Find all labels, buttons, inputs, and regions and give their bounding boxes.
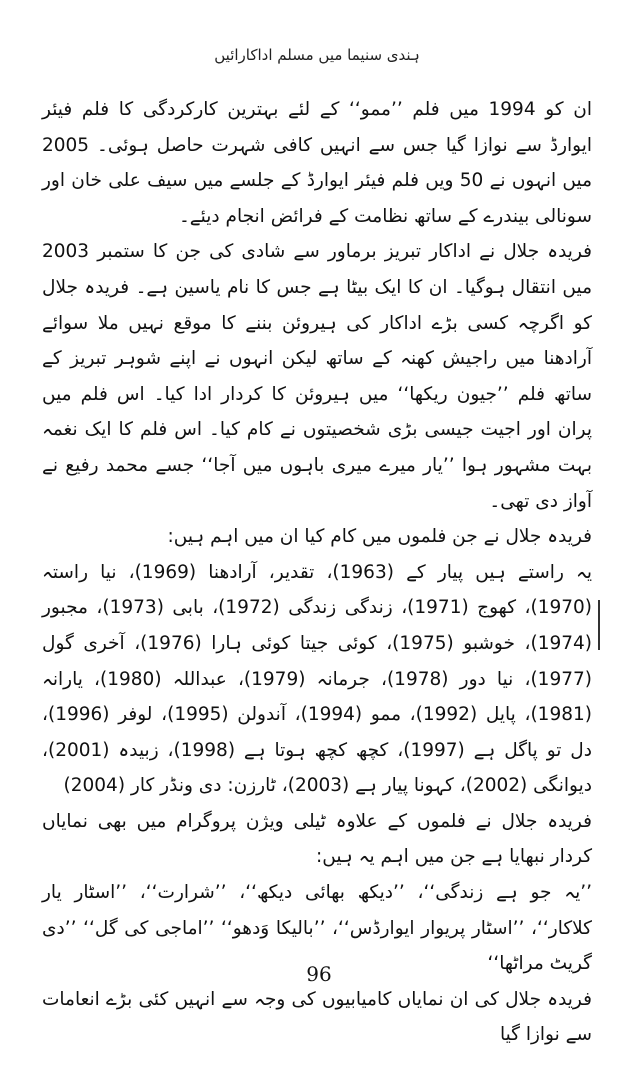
running-header: ہندی سنیما میں مسلم اداکارائیں	[214, 46, 420, 64]
paragraph-marriage: فریدہ جلال نے اداکار تبریز برماور سے شادی کی جن کا ستمبر 2003 میں انتقال ہوگیا۔ ان کا ایک بیٹا ہے جس کا نام یاسین ہے۔ فریدہ جلال کو اگرچہ کسی بڑے اداکار کی ہیروئن بننے کا موقع نہیں ملا سوائے آرادھنا میں راجیش کھنہ کے ساتھ لیکن انہوں نے اپنے شوہر تبریز کے ساتھ فلم ’’جیون ریکھا‘‘ میں ہیروئن کا کردار ادا کیا۔ اس فلم میں پران اور اجیت جیسی بڑی شخصیتوں نے کام کیا۔ اس فلم کا ایک نغمہ بہت مشہور ہوا ’’یار میرے میری باہوں میں آجا‘‘ جسے محمد رفیع نے آواز دی تھی۔	[42, 241, 592, 512]
paragraph-tv-intro: فریدہ جلال نے فلموں کے علاوہ ٹیلی ویژن پروگرام میں بھی نمایاں کردار نبھایا ہے جن میں اہم یہ ہیں:	[42, 810, 592, 868]
page-body	[42, 92, 592, 1053]
page-number: 96	[306, 962, 332, 986]
paragraph-film-list: یہ راستے ہیں پیار کے (1963)، تقدیر، آرادھنا (1969)، نیا راستہ (1970)، کھوج (1971)، زندگی زندگی (1972)، بابی (1973)، مجبور (1974)، خوشبو (1975)، کوئی جیتا کوئی ہارا (1976)، آخری گول (1977)، نیا دور (1978)، جرمانہ (1979)، عبداللہ (1980)، یارانہ (1981)، پایل (1992)، ممو (1994)، آندولن (1995)، لوفر (1996)، دل تو پاگل ہے (1997)، کچھ کچھ ہوتا ہے (1998)، زبیدہ (2001)، دیوانگی (2002)، کہونا پیار ہے (2003)، ٹارزن: دی ونڈر کار (2004)	[42, 561, 592, 797]
paragraph-awards-closing: فریدہ جلال کی ان نمایاں کامیابیوں کی وجہ سے انہیں کئی بڑے انعامات سے نوازا گیا	[42, 988, 592, 1046]
paragraph-tv-list: ’’یہ جو ہے زندگی‘‘، ’’دیکھ بھائی دیکھ‘‘، ’’شرارت‘‘، ’’اسٹار یار کلاکار‘‘، ’’اسٹار پریوار ایوارڈس‘‘، ’’بالیکا وَدھو‘‘ ’’اماجی کی گل‘‘ ’’دی گریٹ مراٹھا‘‘	[42, 882, 592, 975]
paragraph-award: ان کو 1994 میں فلم ’’ممو‘‘ کے لئے بہترین کارکردگی کا فلم فیئر ایوارڈ سے نوازا گیا جس سے انہیں کافی شہرت حاصل ہوئی۔ 2005 میں انہوں نے 50 ویں فلم فیئر ایوارڈ کے جلسے میں سیف علی خان اور سونالی بیندرے کے ساتھ نظامت کے فرائض انجام دیئے۔	[42, 99, 592, 227]
paragraph-films-intro: فریدہ جلال نے جن فلموں میں کام کیا ان میں اہم ہیں:	[167, 526, 592, 548]
margin-mark	[598, 600, 600, 650]
